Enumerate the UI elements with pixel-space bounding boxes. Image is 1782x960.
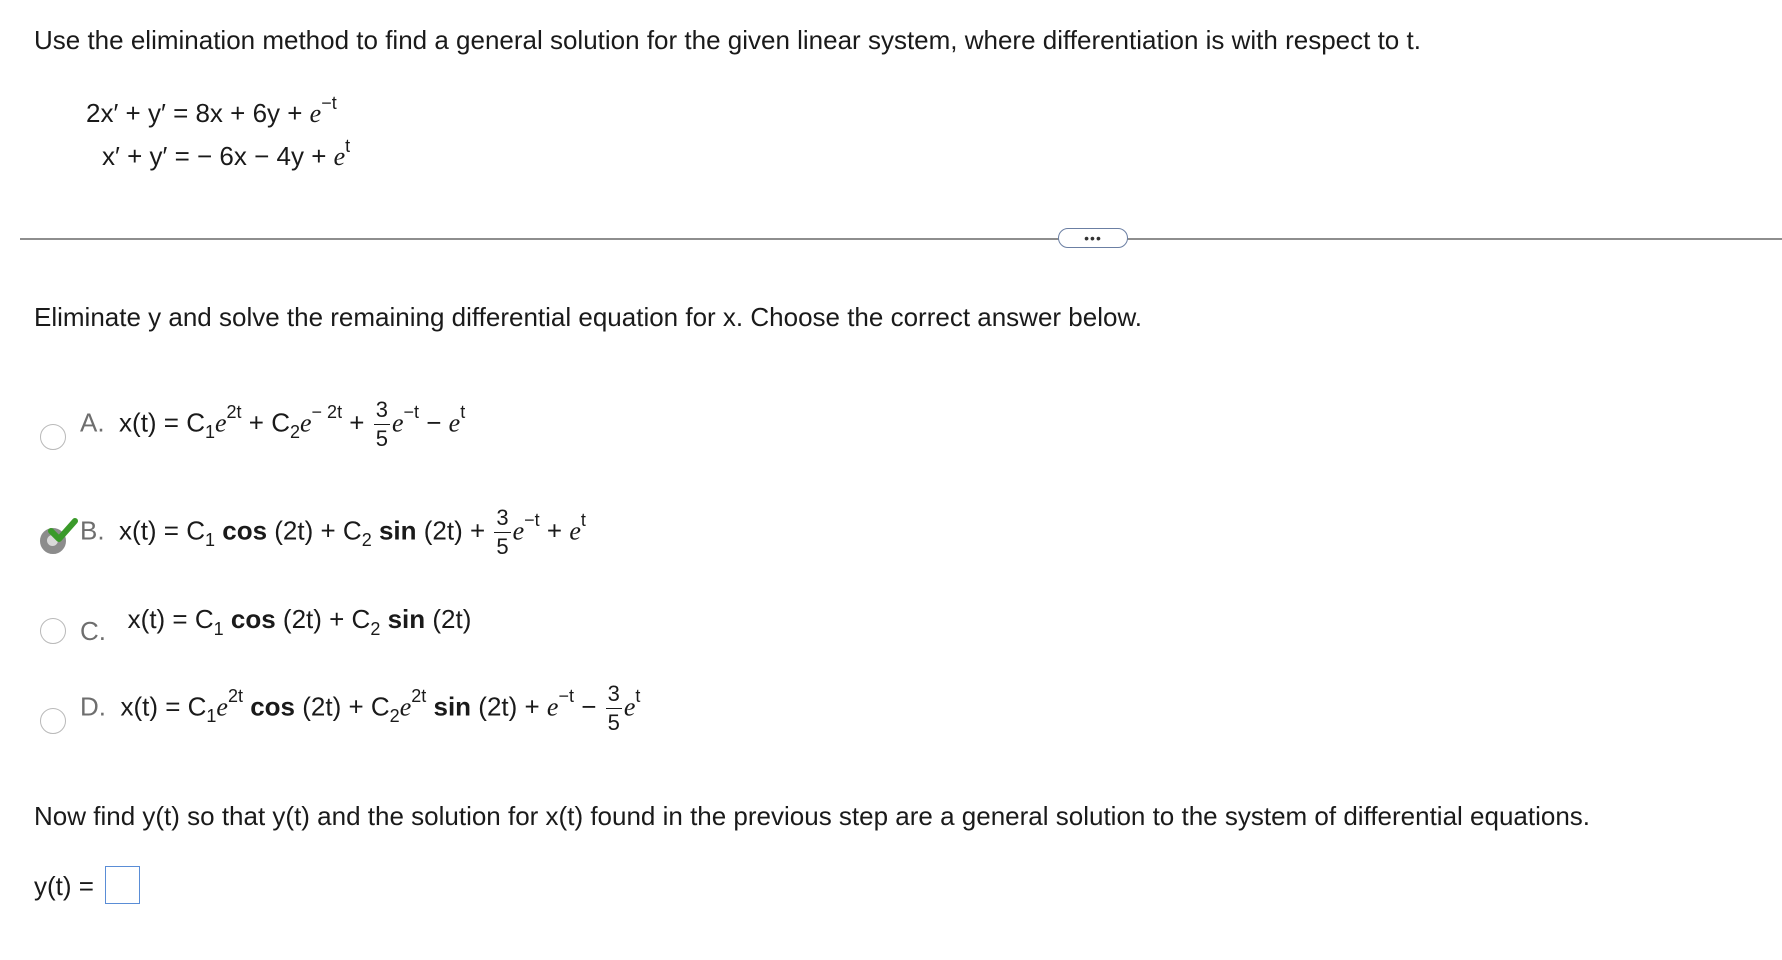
question-prompt: Use the elimination method to find a general solution for the given linear system, where differentiation is with respect to t. xyxy=(34,25,1421,55)
option-d[interactable]: D. $x(t) = C_1e^{2t}$ $\cos (2t) + C_2e^{2t}$ $\sin (2t) + e^{-t}$ − $\frac{3}{5}$ $e^t$ xyxy=(80,681,641,735)
option-c[interactable]: C. $x(t) = C_1$ $\cos (2t) + C_2$ sin (2t) xyxy=(80,604,472,646)
fraction: $\frac{3}{5}$ xyxy=(496,505,509,559)
option-d-radio[interactable] xyxy=(40,708,66,734)
step1-prompt: Eliminate y and solve the remaining differential equation for x. Choose the correct answer below. xyxy=(34,302,1143,332)
option-a[interactable]: A. $x(t) = C_1e^{2t} + C_2e^{- 2t}$ + $\frac{3}{5}$ $e^{-t} - e^t$ xyxy=(80,397,466,451)
fraction: $\frac{3}{5}$ xyxy=(375,397,388,451)
equation-2: x′ + y′ = − $6x - 4y + e^t$ xyxy=(102,136,351,171)
answer-label: y(t) = xyxy=(34,871,94,901)
option-b[interactable]: B. $x(t) = C_1$ $\cos (2t) + C_2$ sin (2t) + $\frac{3}{5}$ $e^{-t} + e^t$ xyxy=(80,505,586,559)
equation-1: $2x' + y' = 8x + 6y + e^{-t}$ xyxy=(86,93,337,128)
fraction: $\frac{3}{5}$ xyxy=(607,681,620,735)
step2-prompt: Now find y(t) so that y(t) and the solution for x(t) found in the previous step are a general solution to the system of differential equations. xyxy=(34,801,1591,831)
answer-input[interactable] xyxy=(105,866,140,904)
check-icon xyxy=(48,518,78,544)
section-divider xyxy=(20,238,1782,240)
more-button[interactable]: ••• xyxy=(1058,228,1128,248)
option-c-radio[interactable] xyxy=(40,618,66,644)
option-a-radio[interactable] xyxy=(40,424,66,450)
